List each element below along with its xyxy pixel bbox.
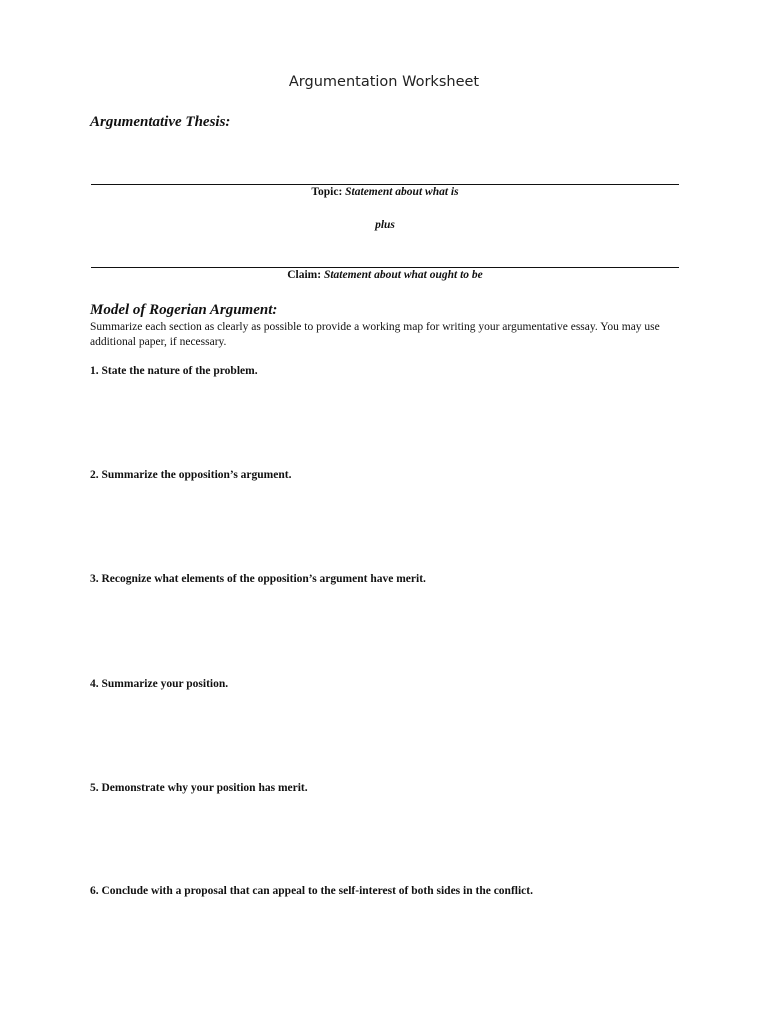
thesis-label: Argumentative Thesis: xyxy=(90,114,231,130)
claim-answer-line xyxy=(91,267,679,268)
step-3: 3. Recognize what elements of the opposition’s argument have merit. xyxy=(90,573,426,585)
topic-text: Statement about what is xyxy=(345,186,459,198)
claim-line xyxy=(91,269,679,281)
model-heading: Model of Rogerian Argument: xyxy=(90,302,278,318)
claim-text: Statement about what ought to be xyxy=(323,269,483,281)
page-title: Argumentation Worksheet xyxy=(288,74,480,90)
claim-label: Claim: xyxy=(287,269,322,281)
thesis-answer-line xyxy=(91,184,679,185)
step-6: 6. Conclude with a proposal that can appeal to the self-interest of both sides in the conflict. xyxy=(90,885,533,897)
step-1: 1. State the nature of the problem. xyxy=(90,365,258,377)
intro-paragraph: Summarize each section as clearly as possible to provide a working map for writing your argumentative essay. You may use additional paper, if necessary. xyxy=(90,321,660,348)
plus-text: plus xyxy=(375,219,395,231)
step-5: 5. Demonstrate why your position has merit. xyxy=(90,782,308,794)
step-4: 4. Summarize your position. xyxy=(90,678,229,690)
topic-line xyxy=(91,186,679,198)
step-2: 2. Summarize the opposition’s argument. xyxy=(90,469,292,481)
topic-label: Topic: xyxy=(311,186,343,198)
